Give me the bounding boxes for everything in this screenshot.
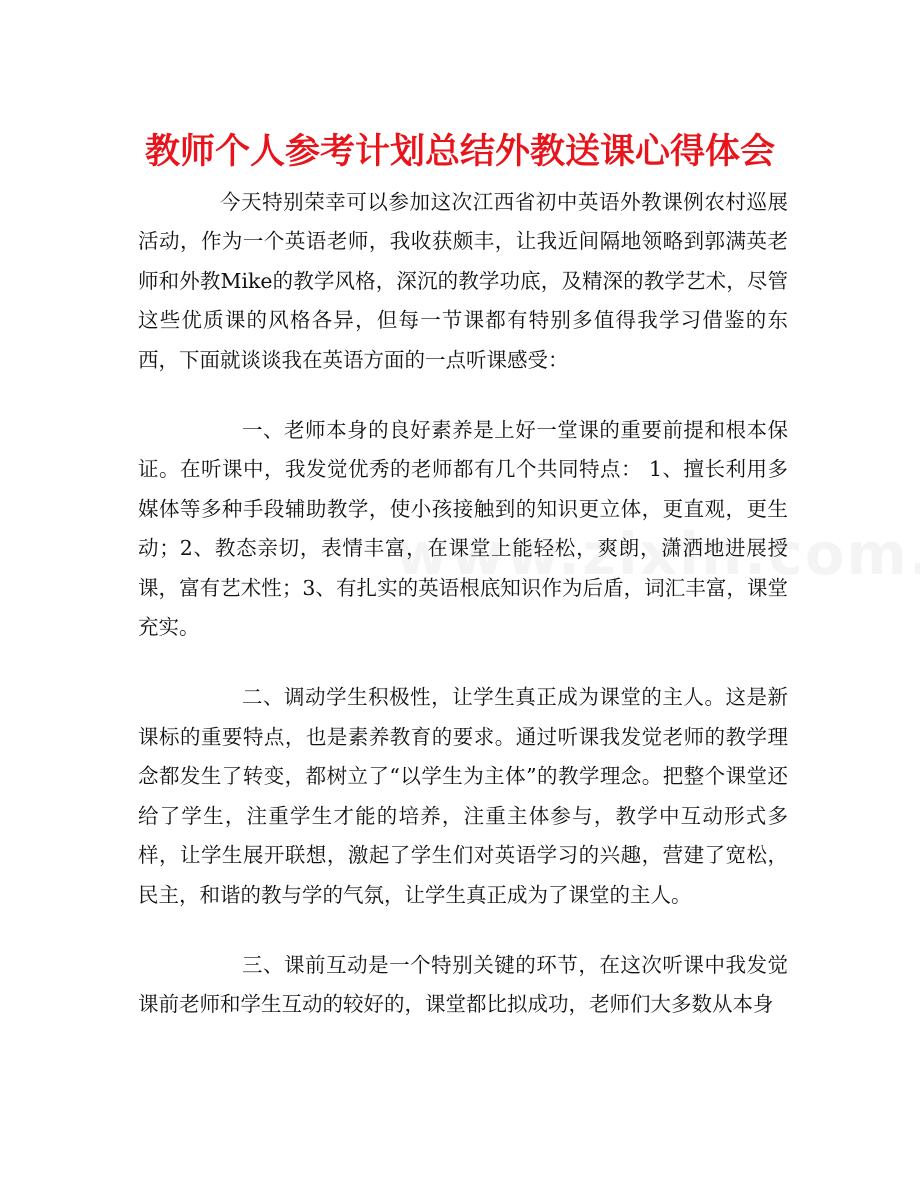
- document-title: 教师个人参考计划总结外教送课心得体会: [144, 132, 775, 172]
- section-two-paragraph: 二、调动学生积极性，让学生真正成为课堂的主人。这是新课标的重要特点，也是素养教育的要求。通过听课我发觉老师的教学理念都发生了转变，都树立了“以学生为主体”的教学理念。把整个课堂还给了学生，注重学生才能的培养，注重主体参与，教学中互动形式多样，让学生展开联想，激起了学生们对英语学习的兴趣，营建了宽松，民主，和谐的教与学的气氛，让学生真正成为了课堂的主人。: [138, 685, 788, 907]
- section-three-paragraph: 三、课前互动是一个特别关键的环节，在这次听课中我发觉课前老师和学生互动的较好的，课堂都比拟成功，老师们大多数从本身: [138, 952, 788, 1017]
- section-one-paragraph: 一、老师本身的良好素养是上好一堂课的重要前提和根本保证。在听课中，我发觉优秀的老师都有几个共同特点： 1、擅长利用多媒体等多种手段辅助教学，使小孩接触到的知识更立体，更直观，更生动；2、教态亲切，表情丰富，在课堂上能轻松，爽朗，潇洒地进展授课，富有艺术性；3、有扎实的英语根底知识作为后盾，词汇丰富，课堂充实。: [138, 418, 788, 640]
- document-body: [138, 183, 788, 1025]
- intro-paragraph: 今天特别荣幸可以参加这次江西省初中英语外教课例农村巡展活动，作为一个英语老师，我收获颇丰，让我近间隔地领略到郭满英老师和外教Mike的教学风格，深沉的教学功底，及精深的教学艺术，尽管这些优质课的风格各异，但每一节课都有特别多值得我学习借鉴的东西，下面就谈谈我在英语方面的一点听课感受：: [138, 190, 788, 372]
